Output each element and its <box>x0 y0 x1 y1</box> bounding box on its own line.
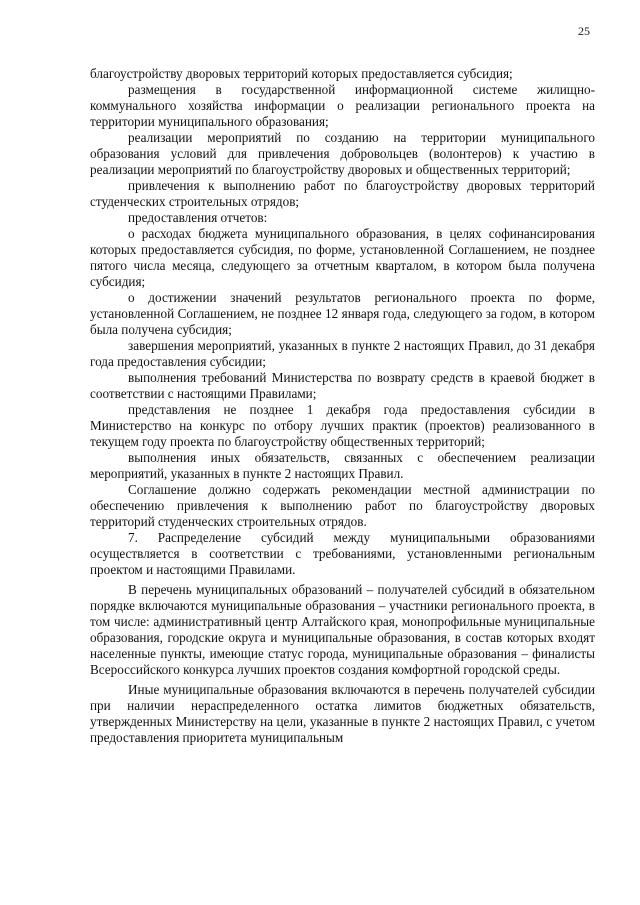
paragraph: размещения в государственной информационной системе жилищно-коммунального хозяйства информации о реализации регионального проекта на территории муниципального образования; <box>90 82 595 129</box>
document-body <box>90 66 595 746</box>
paragraph: о достижении значений результатов регионального проекта по форме, установленной Соглашением, не позднее 12 января года, следующего за годом, в котором была получена субсидия; <box>90 290 595 337</box>
paragraph: 7. Распределение субсидий между муниципальными образованиями осуществляется в соответствии с требованиями, установленными региональным проектом и настоящими Правилами. <box>90 530 595 577</box>
paragraph: Иные муниципальные образования включаются в перечень получателей субсидии при наличии нераспределенного остатка лимитов бюджетных обязательств, утвержденных Министерству на цели, указанные в пункте 2 настоящих Правил, с учетом предоставления приоритета муниципальным <box>90 682 595 745</box>
paragraph: выполнения требований Министерства по возврату средств в краевой бюджет в соответствии с настоящими Правилами; <box>90 370 595 401</box>
paragraph: представления не позднее 1 декабря года предоставления субсидии в Министерство на конкурс по отбору лучших практик (проектов) реализованного в текущем году проекта по благоустройству общественных территорий; <box>90 402 595 449</box>
paragraph: В перечень муниципальных образований – получателей субсидий в обязательном порядке включаются муниципальные образования – участники регионального проекта, в том числе: административный центр Алтайского края, монопрофильные муниципальные образования, городские округа и муниципальные образования, в состав которых входят населенные пункты, имеющие статус города, муниципальные образования – финалисты Всероссийского конкурса лучших проектов создания комфортной городской среды. <box>90 582 595 677</box>
paragraph: предоставления отчетов: <box>128 210 268 225</box>
paragraph: привлечения к выполнению работ по благоустройству дворовых территорий студенческих строительных отрядов; <box>90 178 595 209</box>
paragraph: о расходах бюджета муниципального образования, в целях софинансирования которых предоставляется субсидия, по форме, установленной Соглашением, не позднее пятого числа месяца, следующего за отчетным кварталом, в котором была получена субсидия; <box>90 226 595 289</box>
paragraph: Соглашение должно содержать рекомендации местной администрации по обеспечению привлечения к выполнению работ по благоустройству дворовых территорий студенческих строительных отрядов. <box>90 482 595 529</box>
page-number: 25 <box>578 24 590 38</box>
paragraph: завершения мероприятий, указанных в пункте 2 настоящих Правил, до 31 декабря года предоставления субсидии; <box>90 338 595 369</box>
paragraph: реализации мероприятий по созданию на территории муниципального образования условий для привлечения добровольцев (волонтеров) к участию в реализации мероприятий по благоустройству дворовых и общественных территорий; <box>90 130 595 177</box>
paragraph: выполнения иных обязательств, связанных с обеспечением реализации мероприятий, указанных в пункте 2 настоящих Правил. <box>90 450 595 481</box>
paragraph: благоустройству дворовых территорий которых предоставляется субсидия; <box>90 66 513 81</box>
